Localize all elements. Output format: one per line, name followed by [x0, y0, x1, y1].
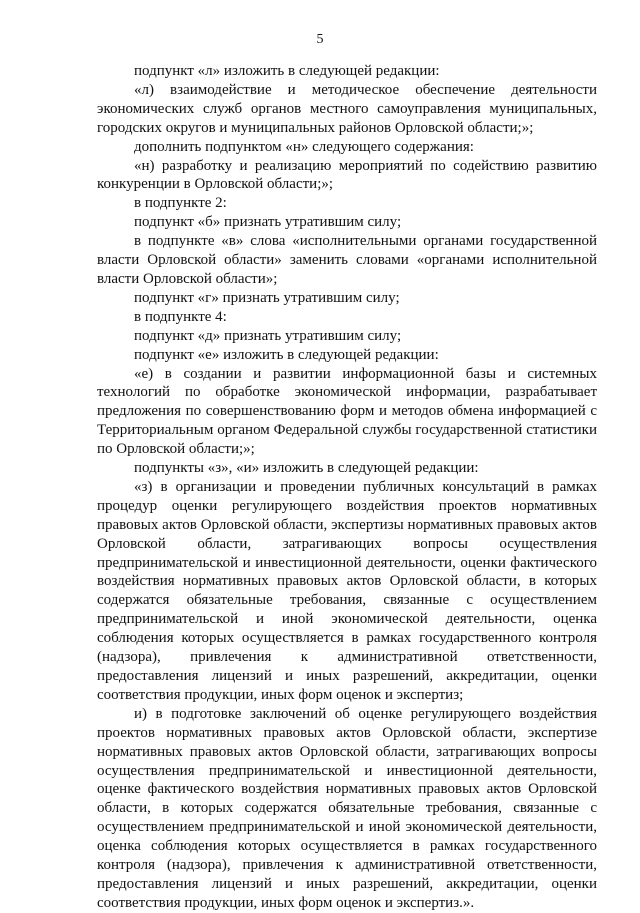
paragraph: «н) разработку и реализацию мероприятий по содействию развитию конкуренции в Орловской области;»;	[97, 157, 597, 193]
paragraph: и) в подготовке заключений об оценке регулирующего воздействия проектов нормативных правовых актов Орловской области, экспертизе нормативных правовых актов Орловской области, затрагивающих вопросы осуществления предпринимательской и инвестиционной деятельности, оценке фактического воздействия нормативных правовых актов Орловской области, в которых содержатся обязательные требования, связанные с осуществлением предпринимательской и иной экономической деятельности, оценка соблюдения которых осуществляется в рамках государственного контроля (надзора), привлечения к административной ответственности, предоставления лицензий и иных разрешений, аккредитации, оценки соответствия продукции, иных форм оценок и экспертиз.».	[97, 705, 597, 911]
paragraph: подпункт «д» признать утратившим силу;	[134, 327, 402, 344]
document-body	[97, 62, 597, 913]
page-number: 5	[316, 32, 324, 47]
paragraph: подпункт «г» признать утратившим силу;	[134, 289, 400, 306]
paragraph: «з) в организации и проведении публичных консультаций в рамках процедур оценки регулирующего воздействия проектов нормативных правовых актов Орловской области, экспертизы нормативных правовых актов Орловской области, затрагивающих вопросы осуществления предпринимательской и инвестиционной деятельности, оценки фактического воздействия нормативных правовых актов Орловской области, в которых содержатся обязательные требования, связанные с осуществлением предпринимательской и иной экономической деятельности, оценка соблюдения которых осуществляется в рамках государственного контроля (надзора), привлечения к административной ответственности, предоставления лицензий и иных разрешений, аккредитации, оценки соответствия продукции, иных форм оценок и экспертиз;	[97, 478, 597, 703]
paragraph: в подпункте 4:	[134, 308, 227, 325]
paragraph: подпункты «з», «и» изложить в следующей редакции:	[134, 460, 479, 477]
paragraph: подпункт «л» изложить в следующей редакции:	[134, 63, 440, 79]
paragraph: «л) взаимодействие и методическое обеспечение деятельности экономических служб органов местного самоуправления муниципальных, городских округов и муниципальных районов Орловской области;»;	[97, 81, 597, 136]
paragraph: подпункт «б» признать утратившим силу;	[134, 214, 402, 231]
paragraph: подпункт «е» изложить в следующей редакции:	[134, 346, 439, 363]
paragraph: в подпункте «в» слова «исполнительными органами государственной власти Орловской области» заменить словами «органами исполнительной власти Орловской области»;	[97, 233, 597, 287]
paragraph: «е) в создании и развитии информационной базы и системных технологий по обработке экономической информации, разрабатывает предложения по совершенствованию форм и методов обмена информацией с Территориальным органом Федеральной службы государственной статистики по Орловской области;»;	[97, 365, 597, 458]
paragraph: дополнить подпунктом «н» следующего содержания:	[134, 138, 474, 155]
paragraph: в подпункте 2:	[134, 195, 227, 212]
